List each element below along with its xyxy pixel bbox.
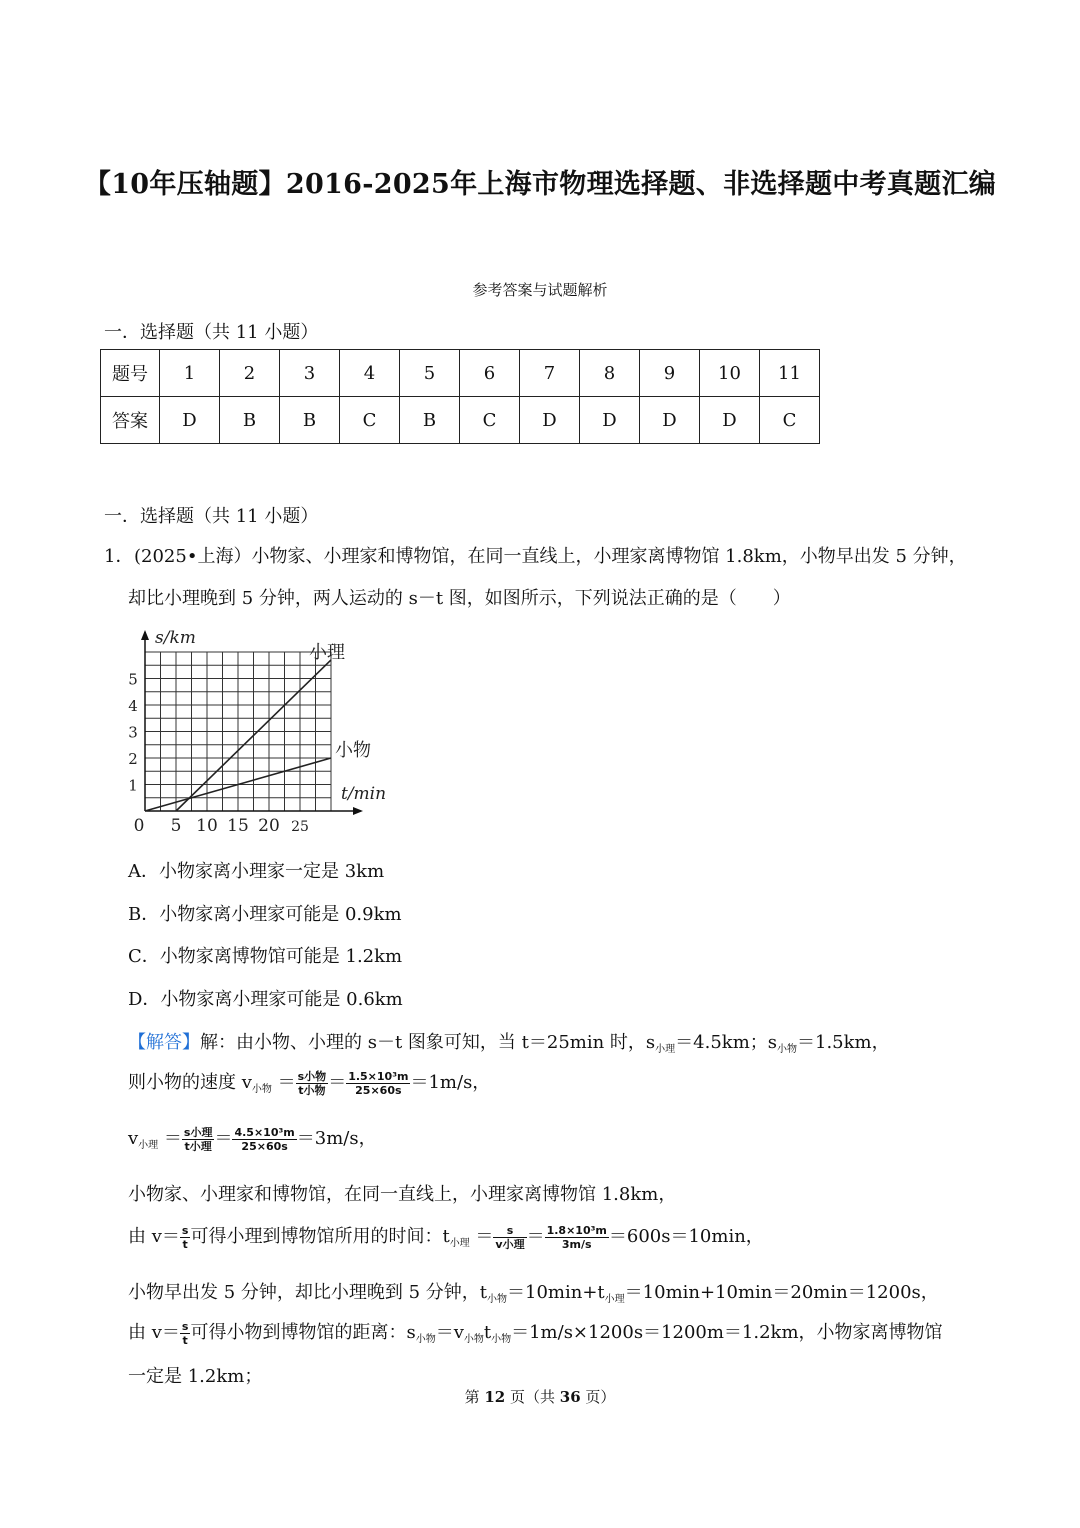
fraction: $\frac{\text{s小理}}{\text{t小理}}$ xyxy=(183,1125,213,1153)
answer-cell: C xyxy=(760,397,820,444)
question-number: 1． xyxy=(104,546,134,567)
solution-line-1 xyxy=(128,1028,890,1055)
text: 小物早出发 5 分钟，却比小理晚到 5 分钟，t xyxy=(128,1282,488,1303)
x-tick-label: 15 xyxy=(227,816,249,836)
text: ＝1m/s， xyxy=(410,1072,491,1093)
answer-cell: B xyxy=(400,397,460,444)
table-row-numbers xyxy=(101,350,820,397)
subscript: 小物 xyxy=(251,1084,272,1095)
text: ＝1m/s×1200s＝1200m＝1.2km，小物家离博物馆 xyxy=(511,1322,943,1343)
answer-cell: C xyxy=(340,397,400,444)
fraction: $\frac{s}{t}$ xyxy=(181,1319,189,1347)
answer-cell: D xyxy=(580,397,640,444)
solution-line-2 xyxy=(128,1068,490,1097)
text: ＝3m/s， xyxy=(296,1128,377,1149)
solution-line-5 xyxy=(128,1222,764,1251)
answer-cell: B xyxy=(220,397,280,444)
option-d: D．小物家离小理家可能是 0.6km xyxy=(128,989,403,1010)
answer-table xyxy=(100,349,820,444)
answer-cell: D xyxy=(640,397,700,444)
answer-cell: D xyxy=(700,397,760,444)
subscript: 小物 xyxy=(491,1334,512,1345)
equals: ＝ xyxy=(163,1128,182,1149)
text: ＝1.5km， xyxy=(797,1032,890,1053)
text: ＝v xyxy=(435,1322,464,1343)
text: 页（共 xyxy=(505,1388,560,1406)
subscript: 小物 xyxy=(487,1294,508,1305)
y-axis-arrow xyxy=(141,630,149,640)
question-number-cell: 6 xyxy=(460,350,520,397)
question-number-cell: 9 xyxy=(640,350,700,397)
subscript: 小理 xyxy=(655,1044,676,1055)
page-title: 【10年压轴题】2016-2025年上海市物理选择题、非选择题中考真题汇编 xyxy=(83,169,997,200)
fraction: $\frac{\text{1.5×10³m}}{25\times 60s}$ xyxy=(348,1069,409,1097)
subscript: 小理 xyxy=(138,1140,159,1151)
text: v xyxy=(128,1128,139,1149)
text: 由 v＝ xyxy=(128,1322,180,1343)
page-number: 12 xyxy=(484,1388,506,1406)
text: ＝10min+10min＝20min＝1200s， xyxy=(624,1282,939,1303)
x-tick-label: 20 xyxy=(258,816,280,836)
fraction: $\frac{\text{1.8×10³m}}{3m/s}$ xyxy=(546,1223,607,1251)
table-header-cell: 答案 xyxy=(101,397,160,444)
fraction: $\frac{s}{\text{v小理}}$ xyxy=(495,1223,525,1251)
option-a: A．小物家离小理家一定是 3km xyxy=(128,861,385,882)
question-number-cell: 1 xyxy=(160,350,220,397)
solution-line-7 xyxy=(128,1318,943,1347)
question-number-cell: 10 xyxy=(700,350,760,397)
question-stem-line2: 却比小理晚到 5 分钟，两人运动的 s－t 图，如图所示，下列说法正确的是（ ） xyxy=(128,588,791,609)
equals: ＝ xyxy=(214,1128,233,1149)
text: ＝4.5km；s xyxy=(675,1032,777,1053)
series-label: 小物 xyxy=(335,740,371,761)
text: 可得小物到博物馆的距离：s xyxy=(190,1322,416,1343)
question-number-cell: 4 xyxy=(340,350,400,397)
text: 页） xyxy=(580,1388,616,1406)
x-tick-label: 5 xyxy=(170,816,182,836)
option-b: B．小物家离小理家可能是 0.9km xyxy=(128,904,402,925)
text: 解：由小物、小理的 s－t 图象可知，当 t＝25min 时，s xyxy=(200,1032,656,1053)
equals: ＝ xyxy=(328,1072,347,1093)
y-tick-label: 4 xyxy=(128,697,138,715)
answer-cell: B xyxy=(280,397,340,444)
y-tick-label: 2 xyxy=(128,750,138,768)
x-axis-arrow xyxy=(353,807,363,815)
table-header-cell: 题号 xyxy=(101,350,160,397)
answer-cell: D xyxy=(520,397,580,444)
y-axis-label: s/km xyxy=(155,628,196,648)
equals: ＝ xyxy=(277,1072,296,1093)
solution-line-8: 一定是 1.2km； xyxy=(128,1366,263,1387)
subscript: 小物 xyxy=(777,1044,797,1055)
question-number-cell: 8 xyxy=(580,350,640,397)
total-pages: 36 xyxy=(559,1388,581,1406)
fraction: $\frac{\text{s小物}}{\text{t小物}}$ xyxy=(297,1069,327,1097)
section-heading: 一．选择题（共 11 小题） xyxy=(104,322,319,343)
subscript: 小理 xyxy=(449,1238,470,1249)
question-number-cell: 5 xyxy=(400,350,460,397)
x-tick-label: 0 xyxy=(133,816,145,836)
y-tick-label: 5 xyxy=(128,670,138,689)
equals: ＝ xyxy=(475,1226,494,1247)
option-c: C．小物家离博物馆可能是 1.2km xyxy=(128,946,403,967)
solution-line-4: 小物家、小理家和博物馆，在同一直线上，小理家离博物馆 1.8km， xyxy=(128,1184,677,1205)
question-number-cell: 11 xyxy=(760,350,820,397)
text: 则小物的速度 v xyxy=(128,1072,252,1093)
series-label: 小理 xyxy=(309,641,345,663)
text: 由 v＝ xyxy=(128,1226,180,1247)
question-stem-line1: (2025•上海）小物家、小理家和博物馆，在同一直线上，小理家离博物馆 1.8km，小物早出发 5 分钟， xyxy=(134,546,967,567)
x-tick-label: 10 xyxy=(196,816,218,836)
x-tick-label: 25 xyxy=(291,819,309,835)
y-tick-label: 3 xyxy=(128,723,138,742)
subscript: 小理 xyxy=(604,1294,625,1305)
fraction: $\frac{s}{t}$ xyxy=(181,1223,189,1251)
table-row-answers xyxy=(101,397,820,444)
x-axis-label: t/min xyxy=(341,784,387,804)
solution-line-6 xyxy=(128,1278,939,1305)
text: 第 xyxy=(464,1388,485,1406)
equals: ＝ xyxy=(526,1226,545,1247)
text: ＝10min+t xyxy=(507,1282,605,1303)
subscript: 小物 xyxy=(463,1334,484,1345)
text: ＝600s＝10min， xyxy=(608,1226,764,1247)
page-footer xyxy=(0,1386,1080,1407)
section-heading-2: 一．选择题（共 11 小题） xyxy=(104,506,319,527)
text: t xyxy=(483,1322,492,1343)
chart-grid xyxy=(145,652,331,811)
question-number-cell: 3 xyxy=(280,350,340,397)
question-number-cell: 2 xyxy=(220,350,280,397)
st-chart xyxy=(114,625,404,837)
question-number-cell: 7 xyxy=(520,350,580,397)
y-tick-label: 1 xyxy=(128,776,138,795)
solution-line-3 xyxy=(128,1124,377,1153)
text: 可得小理到博物馆所用的时间：t xyxy=(190,1226,450,1247)
answer-subtitle: 参考答案与试题解析 xyxy=(472,281,608,299)
fraction: $\frac{\text{4.5×10³m}}{25\times 60s}$ xyxy=(234,1125,295,1153)
answer-cell: C xyxy=(460,397,520,444)
answer-cell: D xyxy=(160,397,220,444)
subscript: 小物 xyxy=(415,1334,436,1345)
solution-tag: 【解答】 xyxy=(128,1032,200,1053)
